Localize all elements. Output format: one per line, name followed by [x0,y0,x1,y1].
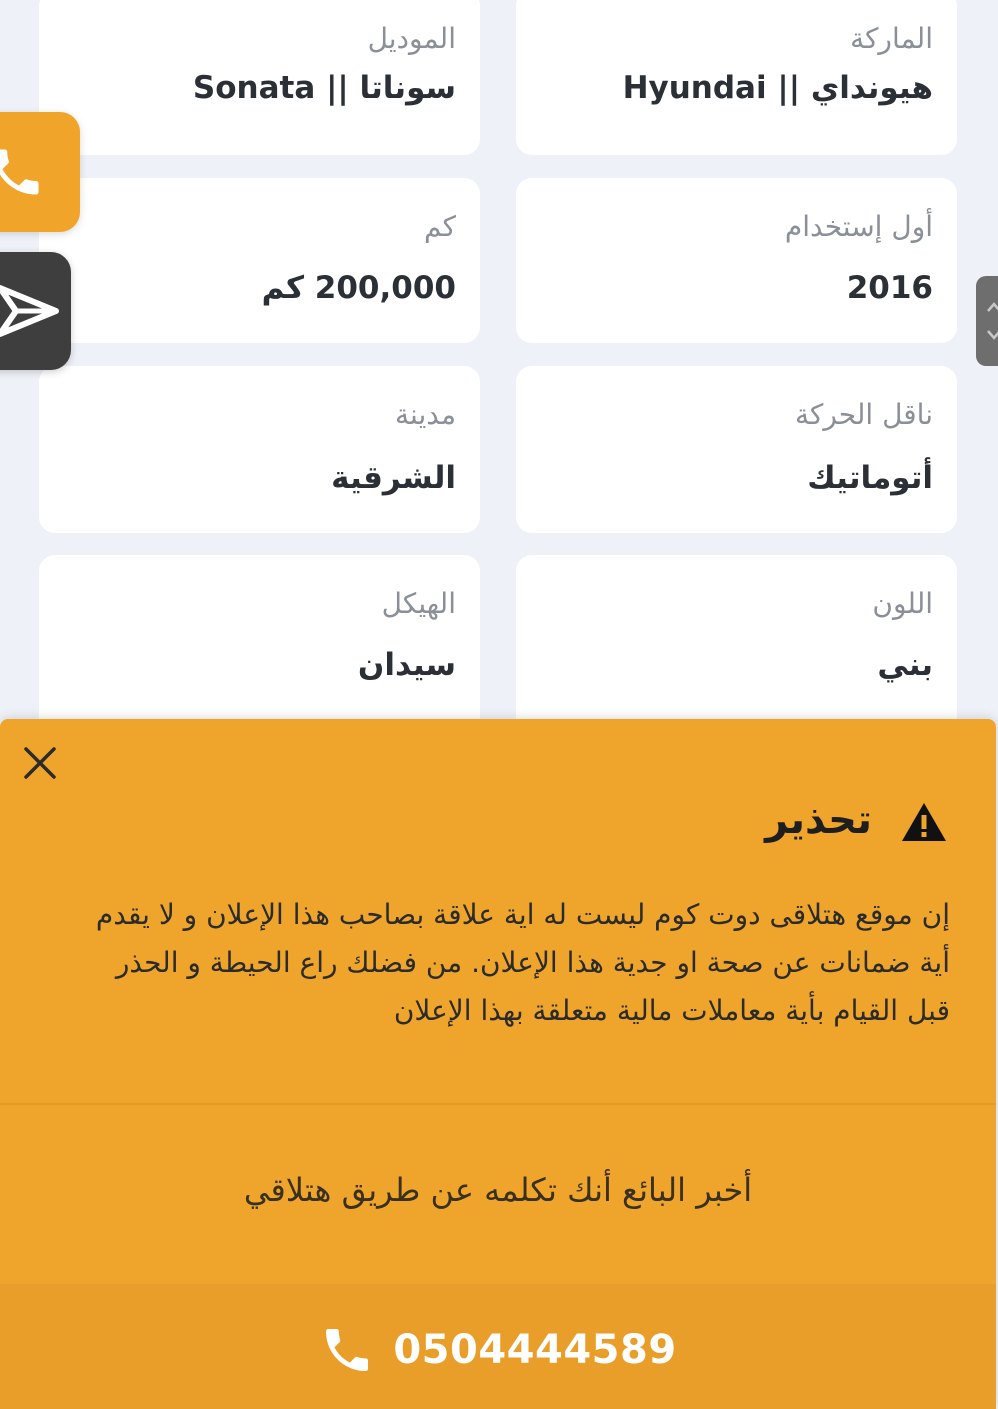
spec-card-transmission [516,366,957,533]
spec-label: مدينة [395,398,456,431]
spec-card-color [516,555,957,735]
warning-dialog [0,719,996,1409]
floating-call-button[interactable] [0,112,80,232]
spec-card-body-type [39,555,480,735]
phone-icon [319,1322,375,1378]
chevron-up-down-icon [984,291,998,351]
close-icon[interactable] [18,741,62,785]
scroll-handle[interactable] [976,276,998,366]
call-seller-button[interactable] [0,1284,996,1409]
divider [0,1103,996,1105]
spec-card-model [39,0,480,155]
spec-value: سيدان [357,647,456,683]
spec-card-brand [516,0,957,155]
spec-card-first-use [516,178,957,343]
spec-value: الشرقية [331,460,456,496]
spec-label: الماركة [850,22,933,55]
warning-message: إن موقع هتلاقى دوت كوم ليست له اية علاقة بصاحب هذا الإعلان و لا يقدم أية ضمانات عن صحة او جدية هذا الإعلان. من فضلك راع الحيطة و الحذر قبل القيام بأية معاملات مالية متعلقة بهذا الإعلان [95,898,950,1027]
spec-value: بني [877,647,933,683]
phone-icon [0,142,46,202]
spec-value: هيونداي || Hyundai [622,70,933,106]
spec-value: 2016 [846,270,933,306]
spec-label: أول إستخدام [784,210,933,243]
spec-value: أتوماتيك [807,460,933,496]
spec-label: اللون [872,587,933,620]
spec-label: الهيكل [381,587,456,620]
floating-share-button[interactable] [0,252,71,370]
warning-title: تحذير [765,797,872,843]
spec-card-city [39,366,480,533]
spec-label: ناقل الحركة [795,398,933,431]
spec-card-mileage [39,178,480,343]
share-icon [0,276,64,346]
spec-label: الموديل [367,22,456,55]
phone-row [0,1320,996,1380]
phone-number: 0504444589 [393,1327,677,1373]
spec-value: 200,000 كم [261,270,456,306]
warning-triangle-icon [900,801,948,843]
spec-value: سوناتا || Sonata [192,70,456,106]
spec-label: كم [424,210,456,243]
tell-seller-text: أخبر البائع أنك تكلمه عن طريق هتلاقي [243,1171,753,1209]
